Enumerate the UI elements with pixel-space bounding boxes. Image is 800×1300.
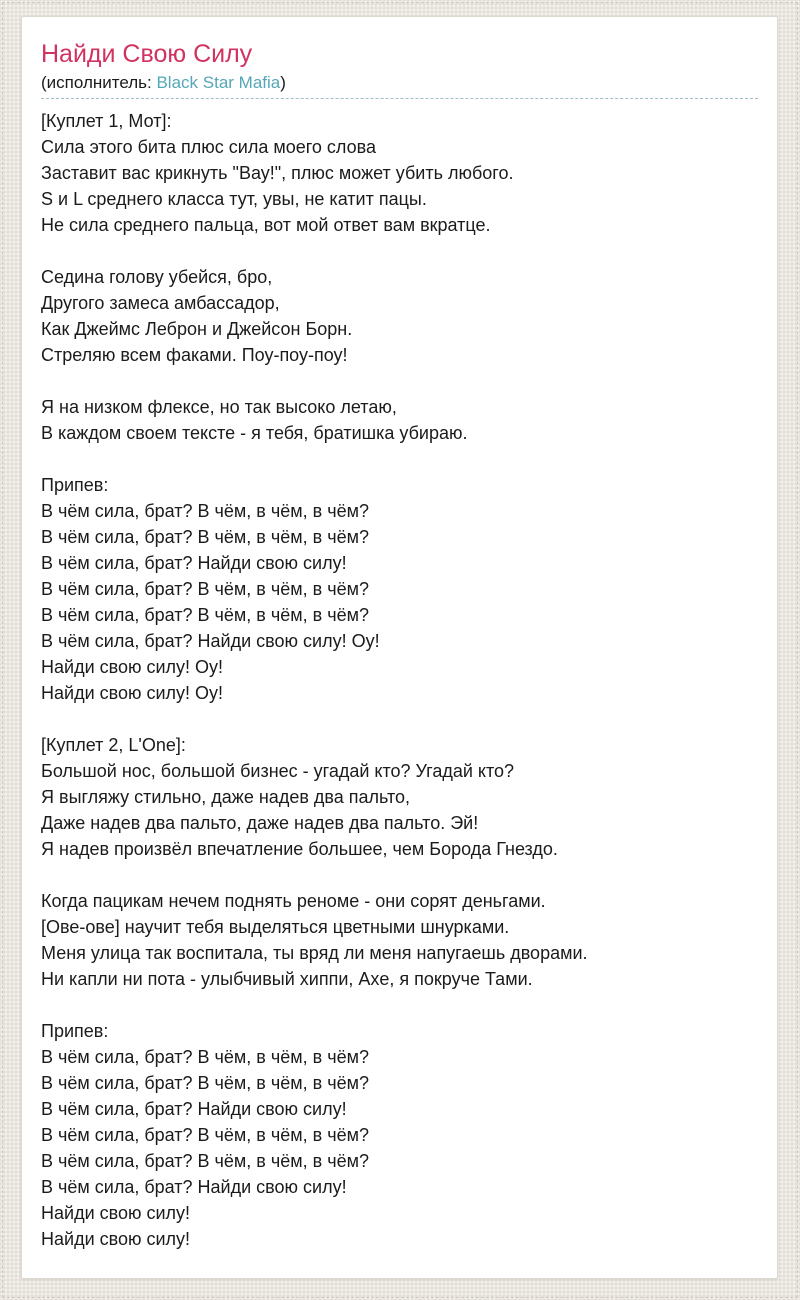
lyric-line: Я на низком флексе, но так высоко летаю, — [41, 397, 397, 417]
lyric-line — [41, 862, 758, 888]
lyric-line: [Ове-ове] научит тебя выделяться цветными шнурками. — [41, 917, 510, 937]
lyric-line: Припев: — [41, 475, 109, 495]
lyric-line — [41, 238, 758, 264]
lyric-line — [41, 706, 758, 732]
lyric-line: [Куплет 1, Мот]: — [41, 111, 172, 131]
lyric-line: В чём сила, брат? В чём, в чём, в чём? — [41, 579, 369, 599]
lyric-line — [41, 368, 758, 394]
lyric-line: Ни капли ни пота - улыбчивый хиппи, Axe, я покруче Тами. — [41, 969, 533, 989]
lyric-line: В чём сила, брат? В чём, в чём, в чём? — [41, 1125, 369, 1145]
lyric-line: Сила этого бита плюс сила моего слова — [41, 137, 376, 157]
lyric-line: Седина голову убейся, бро, — [41, 267, 273, 287]
artist-line — [41, 72, 758, 93]
lyric-line: Не сила среднего пальца, вот мой ответ вам вкратце. — [41, 215, 491, 235]
song-title: Найди Свою Силу — [41, 40, 253, 68]
lyric-line: В чём сила, брат? Найди свою силу! — [41, 1177, 347, 1197]
lyric-line: Меня улица так воспитала, ты вряд ли меня напугаешь дворами. — [41, 943, 588, 963]
lyric-line: Припев: — [41, 1021, 109, 1041]
lyric-line: Когда пацикам нечем поднять реноме - они сорят деньгами. — [41, 891, 546, 911]
lyric-line: Заставит вас крикнуть "Вау!", плюс может убить любого. — [41, 163, 514, 183]
lyric-line: В чём сила, брат? В чём, в чём, в чём? — [41, 605, 369, 625]
lyric-line: В чём сила, брат? В чём, в чём, в чём? — [41, 527, 369, 547]
artist-link[interactable]: Black Star Mafia — [156, 73, 281, 92]
lyric-line: Найди свою силу! Оу! — [41, 683, 224, 703]
lyric-line: Найди свою силу! — [41, 1229, 191, 1249]
lyric-line: В чём сила, брат? В чём, в чём, в чём? — [41, 1047, 369, 1067]
lyric-line: В чём сила, брат? Найди свою силу! — [41, 553, 347, 573]
lyric-line: Даже надев два пальто, даже надев два пальто. Эй! — [41, 813, 479, 833]
artist-suffix-label: ) — [280, 73, 286, 92]
lyrics-text — [41, 108, 758, 1252]
lyrics-card — [21, 16, 778, 1279]
lyric-line: [Куплет 2, L'One]: — [41, 735, 186, 755]
lyric-line: Как Джеймс Леброн и Джейсон Борн. — [41, 319, 353, 339]
lyric-line: Найди свою силу! Оу! — [41, 657, 224, 677]
lyric-line: В чём сила, брат? В чём, в чём, в чём? — [41, 1073, 369, 1093]
lyric-line: Стреляю всем факами. Поу-поу-поу! — [41, 345, 348, 365]
artist-prefix-label: (исполнитель: — [41, 73, 157, 92]
lyric-line: В чём сила, брат? Найди свою силу! Оу! — [41, 631, 380, 651]
song-header — [41, 39, 758, 99]
lyric-line: S и L среднего класса тут, увы, не катит пацы. — [41, 189, 427, 209]
lyric-line: В чём сила, брат? В чём, в чём, в чём? — [41, 1151, 369, 1171]
lyric-line — [41, 992, 758, 1018]
lyric-line — [41, 446, 758, 472]
lyric-line: В чём сила, брат? Найди свою силу! — [41, 1099, 347, 1119]
lyric-line: Я выгляжу стильно, даже надев два пальто, — [41, 787, 411, 807]
lyric-line: В каждом своем тексте - я тебя, братишка убираю. — [41, 423, 468, 443]
lyric-line: Найди свою силу! — [41, 1203, 191, 1223]
lyric-line: Другого замеса амбассадор, — [41, 293, 280, 313]
lyric-line: Я надев произвёл впечатление большее, чем Борода Гнездо. — [41, 839, 558, 859]
lyric-line: В чём сила, брат? В чём, в чём, в чём? — [41, 501, 369, 521]
lyric-line: Большой нос, большой бизнес - угадай кто? Угадай кто? — [41, 761, 515, 781]
